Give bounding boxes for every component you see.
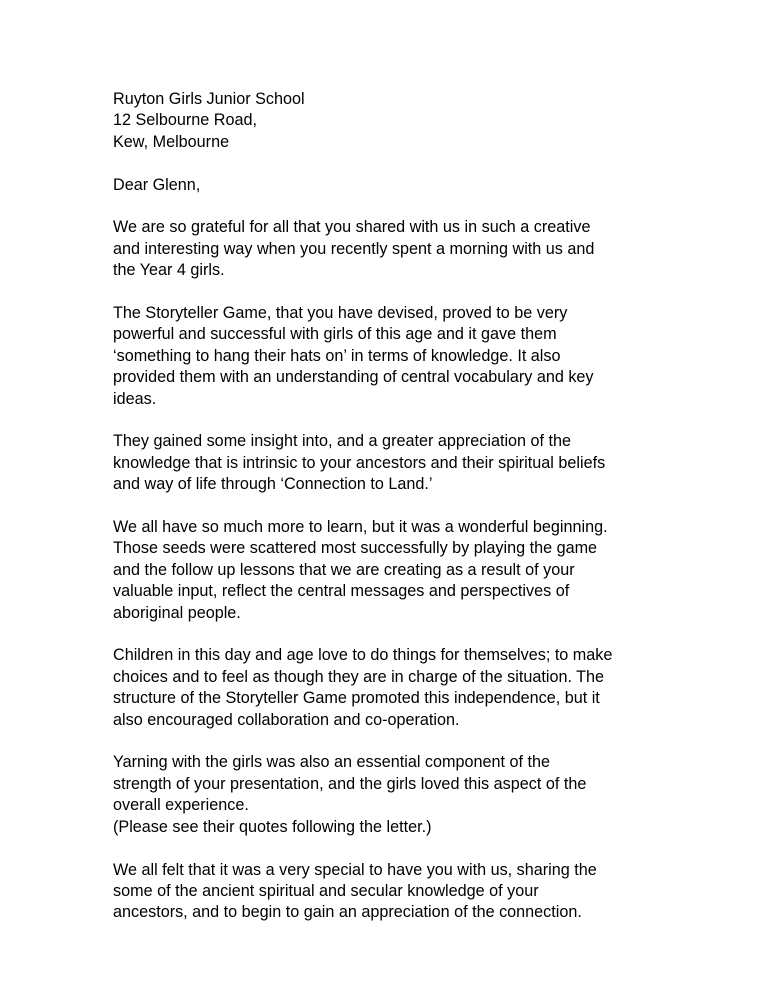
paragraph-beginning: We all have so much more to learn, but it was a wonderful beginning. Those seeds were scattered most successfully by playing the game and the follow up lessons that we are creating as a result of your valuable input, reflect the central messages and perspectives of aboriginal people. — [113, 518, 608, 622]
letter-body — [113, 89, 673, 945]
address-line-street: 12 Selbourne Road, — [113, 111, 257, 130]
paragraph-gratitude: We are so grateful for all that you shared with us in such a creative and interesting way when you recently spent a morning with us and the Year 4 girls. — [113, 218, 595, 280]
paragraph-insight: They gained some insight into, and a greater appreciation of the knowledge that is intrinsic to your ancestors and their spiritual beliefs and way of life through ‘Connection to Land.’ — [113, 432, 606, 494]
paragraph-special: We all felt that it was a very special to have you with us, sharing the some of the ancient spiritual and secular knowledge of your ancestors, and to begin to gain an appreciation of the connection. — [113, 860, 597, 922]
address-line-school: Ruyton Girls Junior School — [113, 90, 305, 108]
salutation: Dear Glenn, — [113, 175, 201, 194]
paragraph-storyteller-game: The Storyteller Game, that you have devised, proved to be very powerful and successful with girls of this age and it gave them ‘something to hang their hats on’ in terms of knowledge. It also provided them with an understanding of central vocabulary and key ideas. — [113, 304, 594, 408]
paragraph-independence: Children in this day and age love to do things for themselves; to make choices and to feel as though they are in charge of the situation. The structure of the Storyteller Game promoted this independence, but it also encouraged collaboration and co-operation. — [113, 646, 613, 729]
address-line-suburb: Kew, Melbourne — [113, 132, 230, 151]
sender-address — [113, 89, 673, 153]
paragraph-yarning: Yarning with the girls was also an essential component of the strength of your presentation, and the girls loved this aspect of the overall experience. (Please see their quotes following the letter.) — [113, 753, 587, 836]
